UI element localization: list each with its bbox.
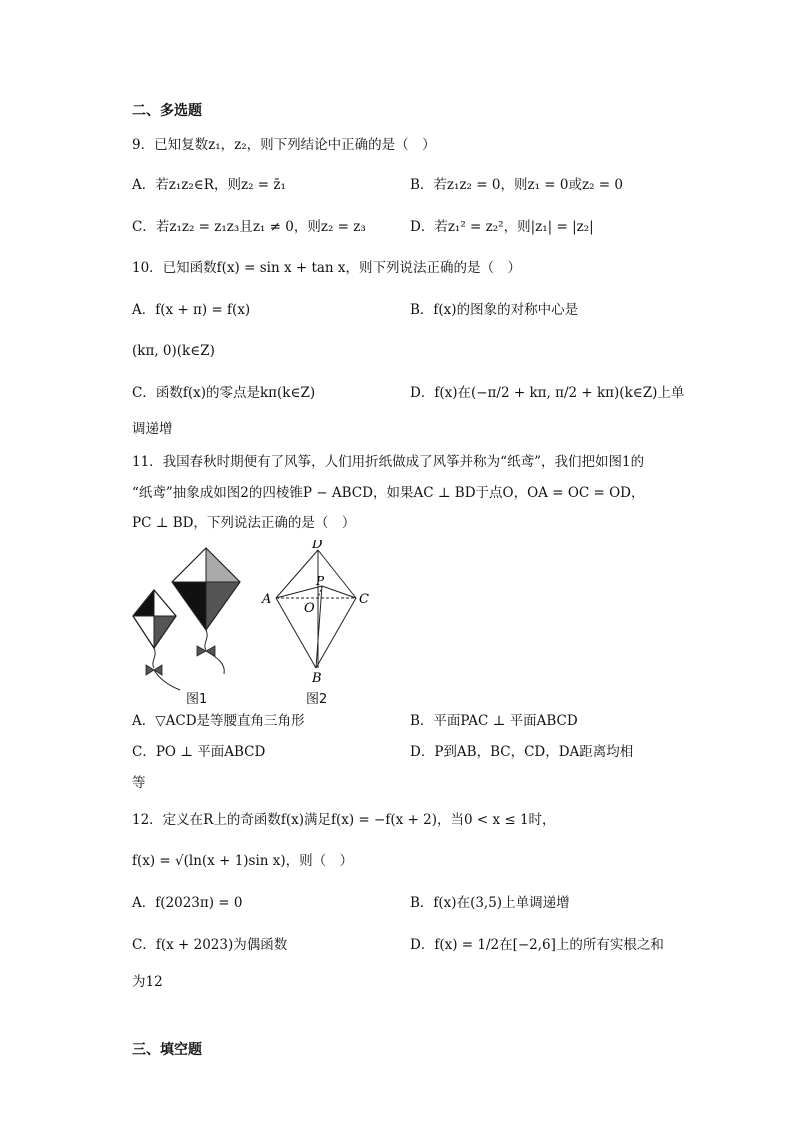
q11-option-c[interactable]: C．PO ⊥ 平面ABCD: [132, 744, 266, 760]
large-kite: [172, 548, 240, 674]
q11-option-d[interactable]: D．P到AB，BC，CD，DA距离均相: [410, 744, 634, 760]
q12-option-a[interactable]: A．f(2023π) = 0: [132, 895, 243, 911]
q9-stem: 9．已知复数z₁，z₂，则下列结论中正确的是（ ）: [132, 137, 436, 153]
q11-option-d-cont: 等: [132, 775, 146, 791]
kite-figure-svg: [128, 540, 388, 710]
q10-option-d-cont: 调递增: [132, 421, 173, 437]
q12-stem-line1: 12．定义在R上的奇函数f(x)满足f(x) = −f(x + 2)，当0 < x ≤ 1时，: [132, 812, 556, 828]
q11-figure: [128, 540, 388, 710]
q12-option-d-cont: 为12: [132, 974, 163, 990]
small-kite: [133, 590, 180, 690]
q9-option-b[interactable]: B．若z₁z₂ = 0，则z₁ = 0或z₂ = 0: [410, 177, 623, 193]
q11-stem-line1: 11．我国春秋时期便有了风筝，人们用折纸做成了风筝并称为“纸鸢”，我们把如图1的: [132, 454, 645, 470]
q12-option-c[interactable]: C．f(x + 2023)为偶函数: [132, 937, 288, 953]
q11-stem-line2: “纸鸢”抽象成如图2的四棱锥P − ABCD，如果AC ⊥ BD于点O，OA = OC = OD，: [132, 485, 645, 501]
q12-option-d[interactable]: D．f(x) = 1/2在[−2,6]上的所有实根之和: [410, 937, 664, 953]
q10-option-b[interactable]: B．f(x)的图象的对称中心是: [410, 302, 579, 318]
q9-option-c[interactable]: C．若z₁z₂ = z₁z₃且z₁ ≠ 0，则z₂ = z₃: [132, 219, 366, 235]
q11-option-a[interactable]: A．▽ACD是等腰直角三角形: [132, 713, 305, 729]
section-title-multiple-choice: 二、多选题: [132, 103, 202, 119]
label-d: D: [312, 540, 323, 552]
label-o: O: [304, 601, 315, 616]
section-title-fill-blank: 三、填空题: [132, 1042, 202, 1058]
figure-1-caption: 图1: [186, 692, 208, 707]
q12-option-b[interactable]: B．f(x)在(3,5)上单调递增: [410, 895, 570, 911]
label-c: C: [359, 592, 369, 607]
q10-stem: 10．已知函数f(x) = sin x + tan x，则下列说法正确的是（ ）: [132, 260, 522, 276]
q11-option-b[interactable]: B．平面PAC ⊥ 平面ABCD: [410, 713, 578, 729]
q12-stem-line2: f(x) = √(ln(x + 1)sin x)，则（ ）: [132, 853, 354, 869]
q10-option-d[interactable]: D．f(x)在(−π/2 + kπ, π/2 + kπ)(k∈Z)上单: [410, 385, 685, 401]
q9-option-a[interactable]: A．若z₁z₂∈R，则z₂ = z̄₁: [132, 177, 286, 193]
q10-option-c[interactable]: C．函数f(x)的零点是kπ(k∈Z): [132, 385, 316, 401]
q10-option-a[interactable]: A．f(x + π) = f(x): [132, 302, 251, 318]
q9-option-d[interactable]: D．若z₁² = z₂²，则|z₁| = |z₂|: [410, 219, 594, 235]
label-a: A: [262, 592, 272, 607]
label-p: P: [316, 574, 325, 588]
q10-option-b-cont: (kπ, 0)(k∈Z): [132, 343, 215, 359]
q11-stem-line3: PC ⊥ BD，下列说法正确的是（ ）: [132, 515, 356, 531]
figure-2-caption: 图2: [306, 692, 328, 707]
pyramid-p-abcd: [276, 550, 356, 668]
label-b: B: [312, 671, 322, 686]
